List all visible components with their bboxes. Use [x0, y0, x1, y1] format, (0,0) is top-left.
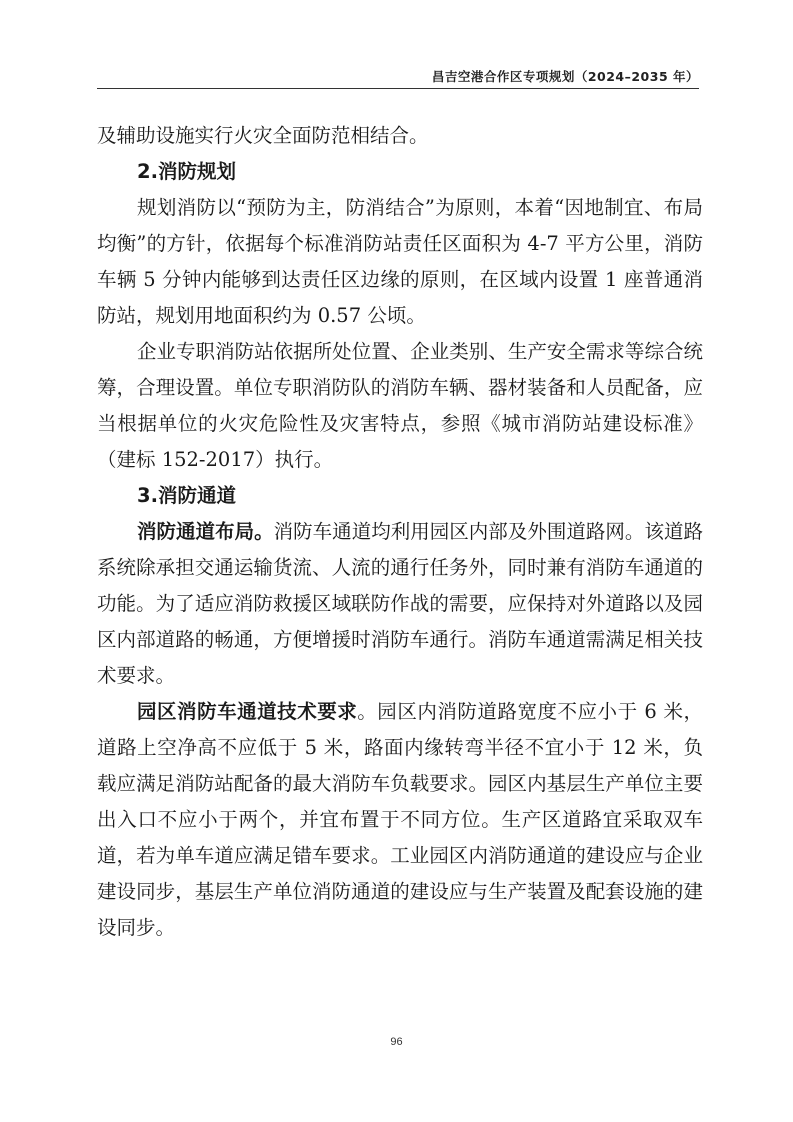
page-number: 96 [390, 1036, 403, 1048]
fire-lane-layout-text: 消防车通道均利用园区内部及外围道路网。该道路系统除承担交通运输货流、人流的通行任务外，同时兼有消防车通道的功能。为了适应消防救援区域联防作战的需要，应保持对外道路以及园区内部道路的畅通，方便增援时消防车通行。消防车通道需满足相关技术要求。 [97, 520, 703, 687]
paragraph-fire-planning-principle: 规划消防以“预防为主，防消结合”为原则，本着“因地制宜、布局均衡”的方针，依据每个标准消防站责任区面积为 4-7 平方公里，消防车辆 5 分钟内能够到达责任区边缘的原则，在区域内设置 1 座普通消防站，规划用地面积约为 0.57 公顷。 [97, 196, 703, 327]
fire-lane-layout-lead: 消防通道布局。 [137, 520, 274, 543]
fire-lane-requirements-text: 。园区内消防道路宽度不应小于 6 米，道路上空净高不应低于 5 米，路面内缘转弯半径不宜小于 12 米，负载应满足消防站配备的最大消防车负载要求。园区内基层生产单位主要出入口不应小于两个，并宜布置于不同方位。生产区道路宜采取双车道，若为单车道应满足错车要求。工业园区内消防通道的建设应与企业建设同步，基层生产单位消防通道的建设应与生产装置及配套设施的建设同步。 [97, 700, 703, 939]
section-heading-fire-lanes: 3.消防通道 [137, 484, 236, 507]
paragraph-fire-lane-layout [97, 514, 703, 694]
paragraph-fire-lane-requirements [97, 694, 703, 946]
fire-lane-requirements-lead: 园区消防车通道技术要求 [137, 700, 358, 723]
section-heading-fire-planning: 2.消防规划 [137, 160, 236, 183]
header-divider [97, 88, 699, 89]
running-header: 昌吉空港合作区专项规划（2024–2035 年） [431, 69, 699, 84]
document-body [97, 118, 703, 946]
paragraph-continuation: 及辅助设施实行火灾全面防范相结合。 [97, 124, 429, 147]
paragraph-enterprise-fire-station: 企业专职消防站依据所处位置、企业类别、生产安全需求等综合统筹，合理设置。单位专职消防队的消防车辆、器材装备和人员配备，应当根据单位的火灾危险性及灾害特点，参照《城市消防站建设标准》（建标 152-2017）执行。 [97, 340, 703, 471]
